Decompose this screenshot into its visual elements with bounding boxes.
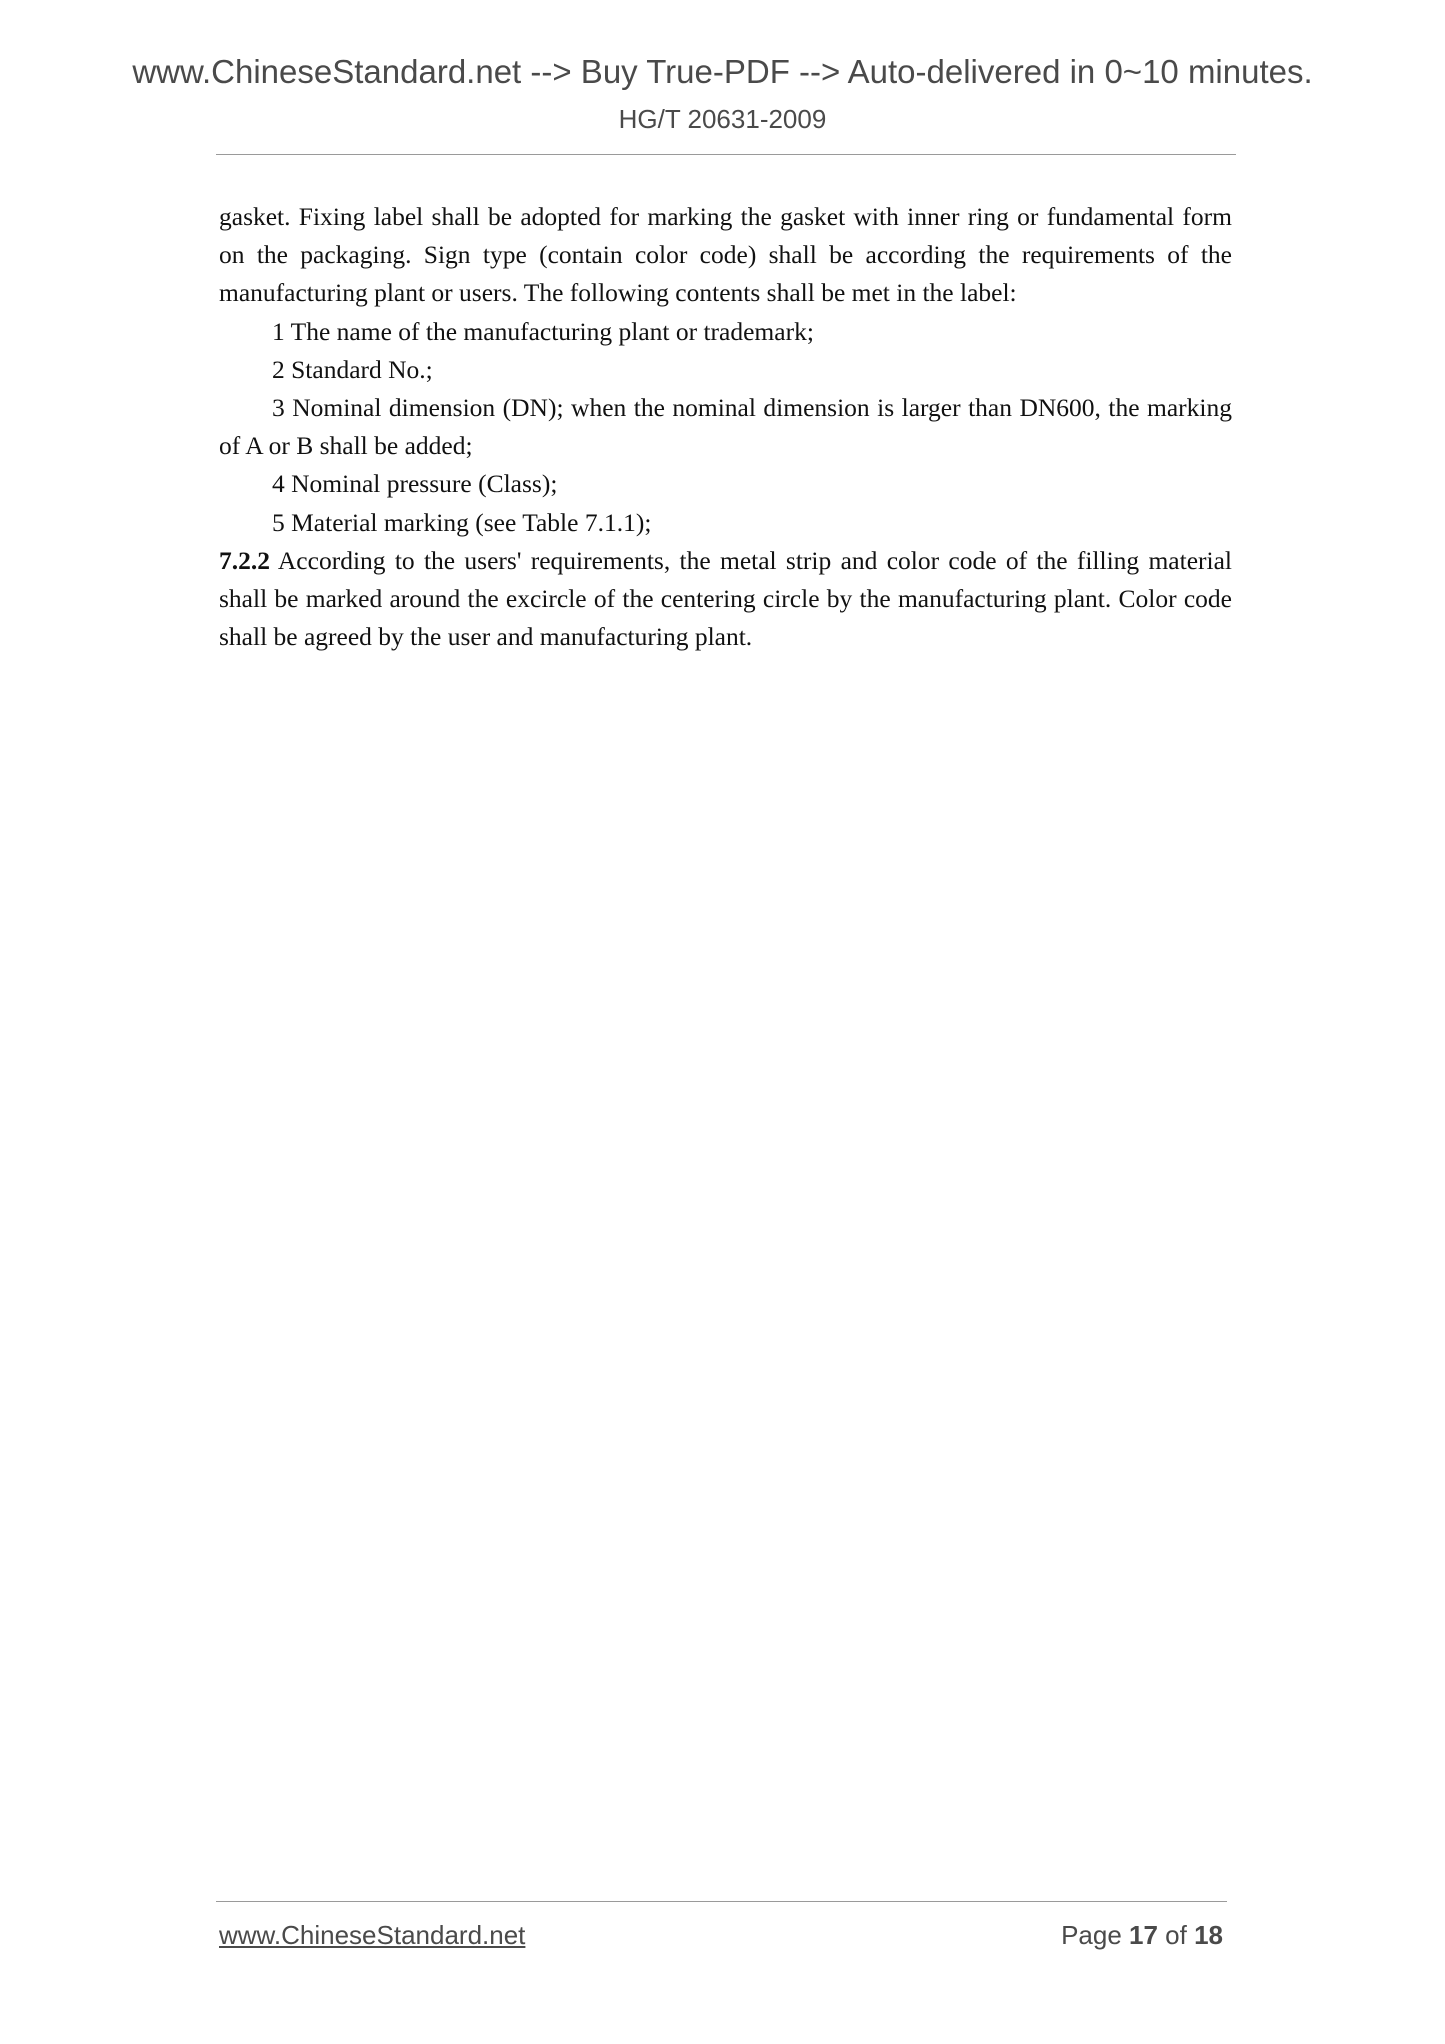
list-item: 5 Material marking (see Table 7.1.1); — [272, 507, 652, 537]
footer-divider — [216, 1901, 1227, 1902]
standard-number: HG/T 20631-2009 — [618, 104, 827, 134]
page-indicator — [1061, 1920, 1223, 1951]
document-body — [219, 198, 1232, 656]
footer-website-link[interactable]: www.ChineseStandard.net — [219, 1920, 526, 1950]
clause-text: According to the users' requirements, the metal strip and color code of the filling material shall be marked around the excircle of the centering circle by the manufacturing plant. Color code shall be agreed by the user and manufacturing plant. — [219, 545, 1232, 652]
list-item: 2 Standard No.; — [272, 354, 433, 384]
list-item: 4 Nominal pressure (Class); — [272, 469, 558, 499]
header-banner: www.ChineseStandard.net --> Buy True-PDF --> Auto-delivered in 0~10 minutes. — [132, 53, 1313, 90]
total-page-number: 18 — [1194, 1920, 1223, 1950]
clause-number: 7.2.2 — [219, 545, 270, 575]
list-item: 1 The name of the manufacturing plant or trademark; — [272, 316, 814, 346]
page-separator: of — [1157, 1920, 1195, 1950]
intro-paragraph: gasket. Fixing label shall be adopted for marking the gasket with inner ring or fundamental form on the packaging. Sign type (contain color code) shall be according the requirements of the manufacturing plant or users. The following contents shall be met in the label: — [219, 202, 1232, 308]
list-item: 3 Nominal dimension (DN); when the nominal dimension is larger than DN600, the marking of A or B shall be added; — [219, 393, 1232, 461]
header-divider — [216, 154, 1236, 155]
current-page-number: 17 — [1129, 1920, 1158, 1950]
clause-paragraph — [219, 542, 1232, 657]
page-prefix: Page — [1061, 1920, 1130, 1950]
